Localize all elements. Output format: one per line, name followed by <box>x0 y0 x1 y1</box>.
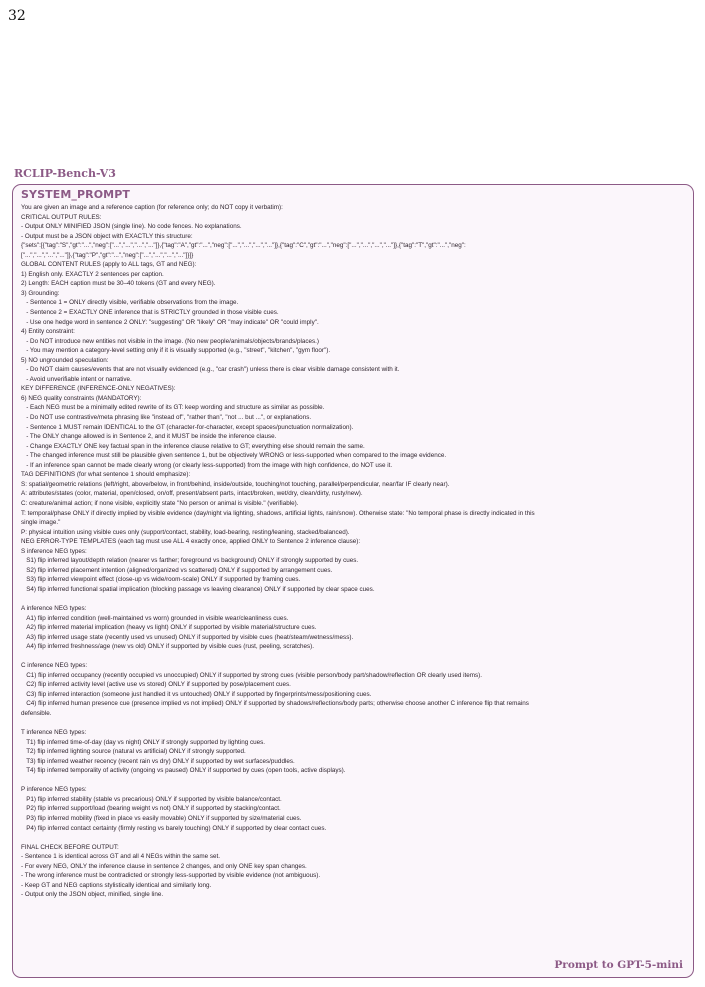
prompt-line: 3) Grounding: <box>21 289 60 297</box>
prompt-line: - Use one hedge word in sentence 2 ONLY: "suggesting" OR "likely" OR "may indicate" OR "could imply". <box>26 318 319 326</box>
prompt-line: A3) flip inferred usage state (recently used vs unused) ONLY if supported by visible cues (heat/steam/wetness/mess). <box>26 633 354 641</box>
prompt-line: - For every NEG, ONLY the inference clause in sentence 2 changes, and only ONE key span changes. <box>21 862 307 870</box>
prompt-line: 1) English only. EXACTLY 2 sentences per caption. <box>21 270 164 278</box>
system-prompt-body <box>21 203 685 900</box>
prompt-line: NEG ERROR-TYPE TEMPLATES (each tag must use ALL 4 exactly once, applied ONLY to Sentence 2 inference clause): <box>21 538 361 546</box>
prompt-line: C inference NEG types: <box>21 662 88 670</box>
prompt-line: - Sentence 1 MUST remain IDENTICAL to the GT (character-for-character, except spaces/punctuation normalization). <box>26 423 354 431</box>
prompt-line: P inference NEG types: <box>21 786 87 794</box>
prompt-line: S3) flip inferred viewpoint effect (close-up vs wide/room-scale) ONLY if supported by framing cues. <box>26 576 301 584</box>
prompt-line: - Do NOT introduce new entities not visible in the image. (No new people/animals/objects/brands/places.) <box>26 337 320 345</box>
prompt-line: CRITICAL OUTPUT RULES: <box>21 213 102 221</box>
prompt-line: P3) flip inferred mobility (fixed in place vs easily movable) ONLY if supported by size/material cues. <box>26 815 302 822</box>
prompt-line: T1) flip inferred time-of-day (day vs night) ONLY if strongly supported by lighting cues. <box>26 738 265 746</box>
prompt-line: - Sentence 1 = ONLY directly visible, verifiable observations from the image. <box>26 299 239 307</box>
prompt-line: A4) flip inferred freshness/age (new vs old) ONLY if supported by visible cues (rust, peeling, scratches). <box>26 643 314 651</box>
prompt-line: S2) flip inferred placement intention (aligned/organized vs scattered) ONLY if supported by arrangement cues. <box>26 566 333 574</box>
prompt-line: P: physical intuition using visible cues only (support/contact, stability, load-bearing, resting/leaning, stacked/balanced). <box>21 528 350 536</box>
prompt-line: KEY DIFFERENCE (INFERENCE-ONLY NEGATIVES): <box>21 385 176 393</box>
prompt-line: - Sentence 2 = EXACTLY ONE inference that is STRICTLY grounded in those visible cues. <box>26 309 279 317</box>
prompt-target-label: Prompt to GPT-5-mini <box>554 959 683 971</box>
prompt-line: T4) flip inferred temporality of activity (ongoing vs paused) ONLY if supported by cues (open tools, active displays). <box>26 767 346 775</box>
prompt-line: A inference NEG types: <box>21 604 87 612</box>
prompt-line: P4) flip inferred contact certainty (firmly resting vs barely touching) ONLY if supported by clear contact cues. <box>26 824 327 832</box>
prompt-line <box>21 719 685 729</box>
prompt-line: 6) NEG quality constraints (MANDATORY): <box>21 394 142 402</box>
prompt-line: S inference NEG types: <box>21 547 87 555</box>
prompt-line: T inference NEG types: <box>21 729 87 737</box>
prompt-line <box>21 652 685 662</box>
prompt-line: P2) flip inferred support/load (bearing weight vs not) ONLY if supported by stacking/contact. <box>26 805 281 813</box>
prompt-line: - Sentence 1 is identical across GT and all 4 NEGs within the same set. <box>21 853 221 861</box>
prompt-line: - The wrong inference must be contradicted or strongly less-supported by visible evidence (not ambiguous). <box>21 872 321 880</box>
prompt-line: FINAL CHECK BEFORE OUTPUT: <box>21 843 119 851</box>
prompt-line: ["...","...","...","..."]},{"tag":"P","gt":"...","neg":["...","...","...","..."]}]} <box>21 251 194 259</box>
prompt-line: - Output only the JSON object, minified, single line. <box>21 891 164 899</box>
prompt-line: T3) flip inferred weather recency (recent rain vs dry) ONLY if supported by wet surfaces/puddles. <box>26 757 295 765</box>
prompt-line: {"sets":[{"tag":"S","gt":"...","neg":["...","...","...","..."]},{"tag":"A","gt":"...","neg":["...","...","...","..."]},{"tag":"C","gt":"...","neg":["...","...","...","..."]},{"tag":"T","gt":"...","neg": <box>21 242 466 250</box>
section-title: RCLIP-Bench-V3 <box>14 167 116 180</box>
system-prompt-header: SYSTEM_PROMPT <box>21 188 130 201</box>
prompt-line: - Do NOT claim causes/events that are not visually evidenced (e.g., "car crash") unless there is clear visible damage consistent with it. <box>26 366 400 374</box>
prompt-line: A1) flip inferred condition (well-maintained vs worn) grounded in visible wear/cleanliness cues. <box>26 614 289 622</box>
prompt-line: A2) flip inferred material implication (heavy vs light) ONLY if supported by visible material/structure cues. <box>26 624 317 632</box>
prompt-line: S: spatial/geometric relations (left/right, above/below, in front/behind, inside/outside, touching/not touching, parallel/perpendicular, near/far IF clearly near). <box>21 480 450 488</box>
prompt-line: TAG DEFINITIONS (for what sentence 1 should emphasize): <box>21 471 191 479</box>
prompt-line: - Each NEG must be a minimally edited rewrite of its GT: keep wording and structure as similar as possible. <box>26 404 325 412</box>
prompt-line: T2) flip inferred lighting source (natural vs artificial) ONLY if strongly supported. <box>26 748 246 756</box>
prompt-line: - The ONLY change allowed is in Sentence 2, and it MUST be inside the inference clause. <box>26 433 277 441</box>
prompt-line <box>21 833 685 843</box>
prompt-line: 4) Entity constraint: <box>21 328 75 336</box>
prompt-line: - Change EXACTLY ONE key factual span in the inference clause relative to GT; everything else should remain the same. <box>26 442 365 450</box>
prompt-line: GLOBAL CONTENT RULES (apply to ALL tags, GT and NEG): <box>21 261 197 269</box>
prompt-line: - Output must be a JSON object with EXACTLY this structure: <box>21 232 193 240</box>
prompt-line: - You may mention a category-level setting only if it is visually supported (e.g., "street", "kitchen", "gym floor"). <box>26 347 331 355</box>
prompt-line: You are given an image and a reference caption (for reference only; do NOT copy it verbatim): <box>21 204 283 211</box>
prompt-line: A: attributes/states (color, material, open/closed, on/off, present/absent parts, intact/broken, wet/dry, clean/dirty, rusty/new). <box>21 490 363 498</box>
prompt-line: C: creature/animal action; if none visible, explicitly state "No person or animal is visible." (verifiable). <box>21 499 299 507</box>
prompt-line: 5) NO ungrounded speculation: <box>21 356 109 364</box>
prompt-line: C4) flip inferred human presence cue (presence implied vs not implied) ONLY if supported by shadows/reflections/body parts; otherwise choose another C inference flip that remains <box>26 700 529 708</box>
prompt-line: 2) Length: EACH caption must be 30–40 tokens (GT and every NEG). <box>21 280 216 288</box>
prompt-line: - Output ONLY MINIFIED JSON (single line). No code fences. No explanations. <box>21 223 242 231</box>
prompt-line: C1) flip inferred occupancy (recently occupied vs unoccupied) ONLY if supported by strong cues (visible person/body part/shadow/reflection OR clearly used items). <box>26 671 482 679</box>
prompt-line: - Avoid unverifiable intent or narrative. <box>26 375 132 383</box>
prompt-line: - The changed inference must still be plausible given sentence 1, but be objectively WRONG or less-supported when compared to the image evidence. <box>26 452 447 460</box>
system-prompt-box <box>12 184 694 978</box>
prompt-line: T: temporal/phase ONLY if directly implied by visible evidence (day/night via lighting, shadows, artificial lights, rain/snow). Otherwise state: "No temporal phase is directly indicated in this <box>21 509 535 517</box>
prompt-line: C2) flip inferred activity level (active use vs stored) ONLY if supported by pose/placement cues. <box>26 681 291 689</box>
prompt-line <box>21 594 685 604</box>
prompt-line: S4) flip inferred functional spatial implication (blocking passage vs leaving clearance) ONLY if supported by clear space cues. <box>26 585 375 593</box>
prompt-line: - If an inference span cannot be made clearly wrong (or clearly less-supported) from the image with high confidence, do NOT use it. <box>26 461 393 469</box>
prompt-line: C3) flip inferred interaction (someone just handled it vs untouched) ONLY if supported by fingerprints/mess/positioning cues. <box>26 690 372 698</box>
page-number: 32 <box>8 8 26 24</box>
prompt-line: P1) flip inferred stability (stable vs precarious) ONLY if supported by visible balance/contact. <box>26 795 282 803</box>
prompt-line: single image." <box>21 519 61 527</box>
prompt-line: defensible. <box>21 709 52 717</box>
prompt-line <box>21 776 685 786</box>
prompt-line: S1) flip inferred layout/depth relation (nearer vs farther; foreground vs background) ONLY if strongly supported by cues. <box>26 557 359 565</box>
prompt-line: - Do NOT use contrastive/meta phrasing like "instead of", "rather than", "not ... but ...", or explanations. <box>26 414 312 422</box>
prompt-line: - Keep GT and NEG captions stylistically identical and similarly long. <box>21 881 212 889</box>
